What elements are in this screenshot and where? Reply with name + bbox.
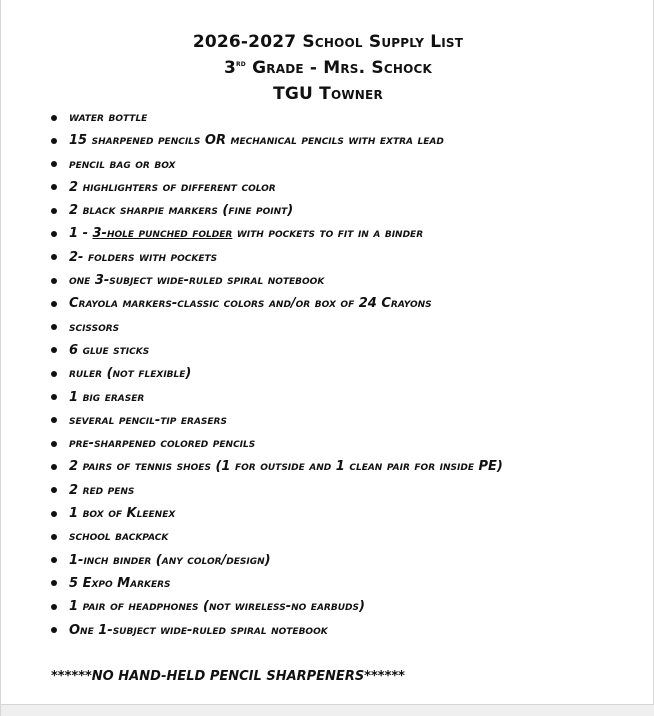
list-item — [51, 292, 571, 315]
bullet-icon — [51, 464, 57, 470]
list-item-text: Crayola markers-classic colors and/or box of 24 Crayons — [69, 296, 432, 312]
list-item-text: 2 pairs of tennis shoes (1 for outside and 1 clean pair for inside PE) — [69, 459, 503, 475]
list-item-text: 2- folders with pockets — [69, 249, 218, 265]
list-item-text: scissors — [69, 319, 120, 335]
list-item — [51, 362, 571, 385]
grade-teacher-text: Grade - Mrs. Schock — [246, 58, 433, 78]
list-item-text: 2 black sharpie markers (fine point) — [69, 203, 294, 219]
list-item — [51, 409, 571, 432]
list-item — [51, 572, 571, 595]
list-item-text: 2 red pens — [69, 482, 135, 498]
list-item — [51, 619, 571, 642]
page-bottom-edge — [1, 704, 654, 716]
pencil-sharpener-notice: ******NO HAND-HELD PENCIL SHARPENERS****** — [51, 669, 405, 684]
list-item — [51, 199, 571, 222]
list-item — [51, 525, 571, 548]
list-item-text: 1 box of Kleenex — [69, 506, 176, 522]
bullet-icon — [51, 324, 57, 330]
list-item — [51, 386, 571, 409]
list-item — [51, 153, 571, 176]
list-item-text: 15 sharpened pencils OR mechanical pencils with extra lead — [69, 133, 444, 149]
list-item-folder — [51, 222, 571, 245]
bullet-icon — [51, 627, 57, 633]
bullet-icon — [51, 557, 57, 563]
list-item-text: pencil bag or box — [69, 156, 176, 172]
list-item — [51, 432, 571, 455]
grade-teacher-line — [1, 55, 654, 81]
list-item — [51, 129, 571, 152]
bullet-icon — [51, 394, 57, 400]
bullet-icon — [51, 441, 57, 447]
list-item — [51, 549, 571, 572]
list-item-text: one 3-subject wide-ruled spiral notebook — [69, 273, 325, 289]
folder-item-prefix: 1 - — [69, 226, 93, 242]
bullet-icon — [51, 208, 57, 214]
bullet-icon — [51, 115, 57, 121]
list-item-text: 1-inch binder (any color/design) — [69, 552, 271, 568]
folder-item-underlined: 3-hole punched folder — [92, 226, 233, 242]
supply-list — [51, 106, 571, 642]
list-item-text: school backpack — [69, 529, 169, 545]
bullet-icon — [51, 278, 57, 284]
bullet-icon — [51, 254, 57, 260]
grade-number: 3 — [223, 58, 236, 78]
list-item — [51, 176, 571, 199]
list-item-text: 6 glue sticks — [69, 342, 150, 358]
bullet-icon — [51, 138, 57, 144]
grade-superscript: rd — [235, 59, 246, 69]
school-name: TGU Towner — [273, 84, 383, 104]
list-item-text: One 1-subject wide-ruled spiral notebook — [69, 622, 328, 638]
bullet-icon — [51, 371, 57, 377]
list-item-text: several pencil-tip erasers — [69, 412, 227, 428]
list-item-text: 2 highlighters of different color — [69, 179, 276, 195]
list-item-text: 1 big eraser — [69, 389, 145, 405]
list-item-text: pre-sharpened colored pencils — [69, 436, 256, 452]
list-item — [51, 455, 571, 478]
bullet-icon — [51, 231, 57, 237]
list-item — [51, 595, 571, 618]
bullet-icon — [51, 534, 57, 540]
list-item-text: ruler (not flexible) — [69, 366, 192, 382]
bullet-icon — [51, 347, 57, 353]
list-item — [51, 316, 571, 339]
list-item-text: 1 pair of headphones (not wireless-no earbuds) — [69, 599, 365, 615]
bullet-icon — [51, 417, 57, 423]
list-item-text: 5 Expo Markers — [69, 575, 171, 591]
list-item — [51, 269, 571, 292]
bullet-icon — [51, 511, 57, 517]
bullet-icon — [51, 604, 57, 610]
list-item-text: water bottle — [69, 110, 148, 125]
bullet-icon — [51, 161, 57, 167]
list-item — [51, 339, 571, 362]
folder-item-suffix: with pockets to fit in a binder — [232, 226, 424, 242]
bullet-icon — [51, 487, 57, 493]
bullet-icon — [51, 301, 57, 307]
document-title: 2026-2027 School Supply List — [192, 32, 464, 52]
list-item — [51, 106, 571, 129]
list-item — [51, 479, 571, 502]
list-item — [51, 502, 571, 525]
bullet-icon — [51, 184, 57, 190]
list-item — [51, 246, 571, 269]
bullet-icon — [51, 580, 57, 586]
document-header — [1, 29, 654, 107]
